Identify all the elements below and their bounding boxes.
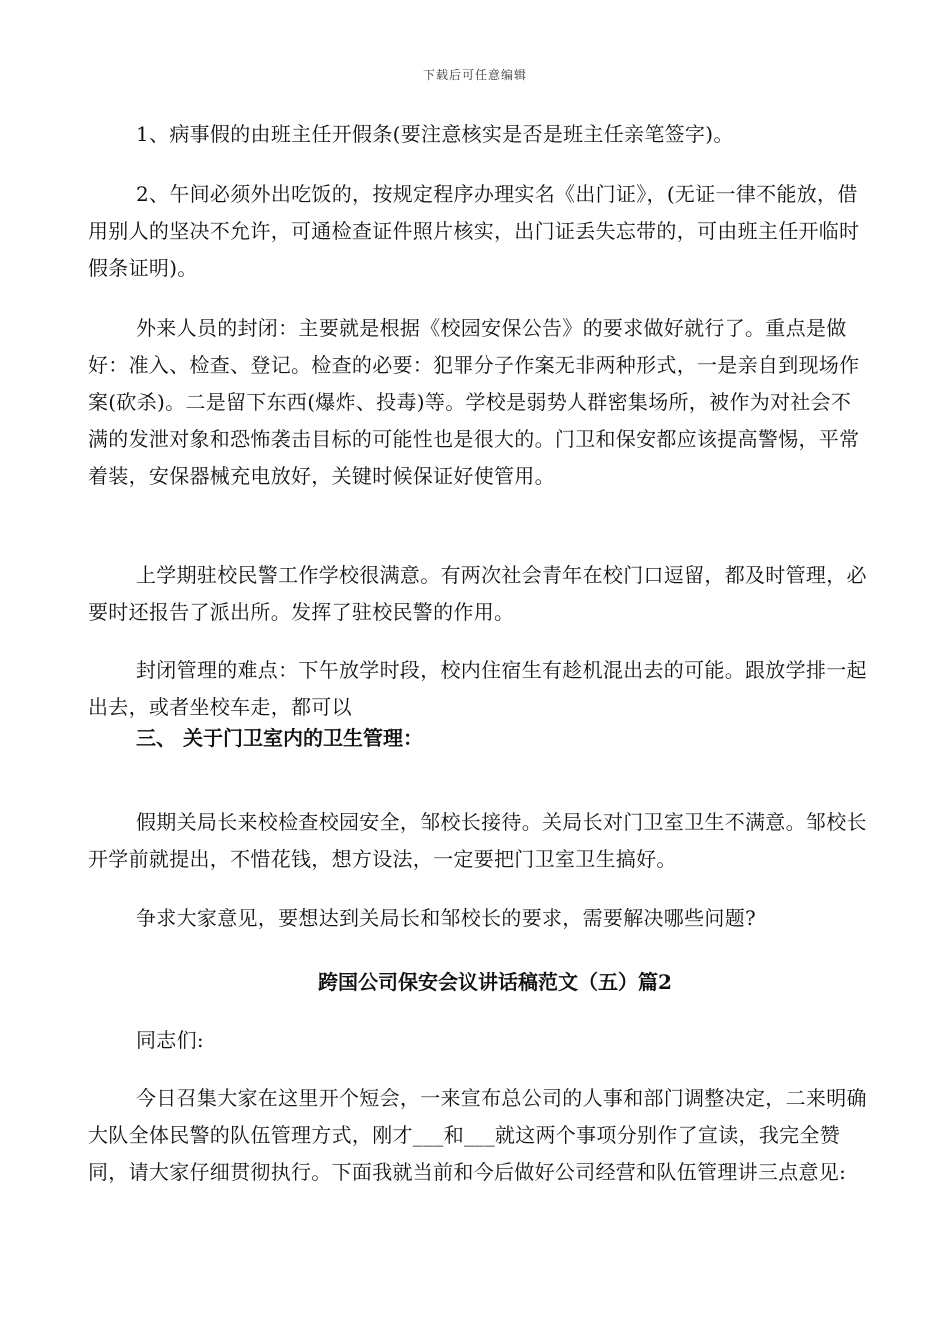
paragraph-seek-opinions: 争求大家意见，要想达到关局长和邹校长的要求，需要解决哪些问题? [136,906,757,930]
salutation: 同志们: [136,1028,204,1052]
paragraph-closed-management: 封闭管理的难点：下午放学时段，校内住宿生有趁机混出去的可能。跟放学排一起出去，或者坐校车走，都可以 [88,658,867,719]
paragraph-sick-leave: 1、病事假的由班主任开假条(要注意核实是否是班主任亲笔签字)。 [136,122,734,146]
paragraph-campus-police: 上学期驻校民警工作学校很满意。有两次社会青年在校门口逗留，都及时管理，必要时还报告了派出所。发挥了驻校民警的作用。 [88,563,867,624]
article-title: 跨国公司保安会议讲话稿范文（五）篇2 [318,970,672,994]
section-heading: 三、 关于门卫室内的卫生管理： [136,726,423,750]
paragraph-meeting-intro: 今日召集大家在这里开个短会，一来宣布总公司的人事和部门调整决定，二来明确大队全体民警的队伍管理方式，刚才___和___就这两个事项分别作了宣读，我完全赞同，请大家仔细贯彻执行。下面我就当前和今后做好公司经营和队伍管理讲三点意见: [88,1086,867,1184]
paragraph-exit-pass: 2、午间必须外出吃饭的，按规定程序办理实名《出门证》，(无证一律不能放，借用别人的坚决不允许，可通检查证件照片核实，出门证丢失忘带的，可由班主任开临时假条证明)。 [88,182,860,280]
page-header: 下载后可任意编辑 [422,68,527,82]
paragraph-outsider-control: 外来人员的封闭：主要就是根据《校园安保公告》的要求做好就行了。重点是做好：准入、检查、登记。检查的必要：犯罪分子作案无非两种形式，一是亲自到现场作案(砍杀)。二是留下东西(爆炸、投毒)等。学校是弱势人群密集场所，被作为对社会不满的发泄对象和恐怖袭击目标的可能性也是很大的。门卫和保安都应该提高警惕，平常着装，安保器械充电放好，关键时候保证好使管用。 [88,316,860,488]
paragraph-gatehouse-hygiene: 假期关局长来校检查校园安全，邹校长接待。关局长对门卫室卫生不满意。邹校长开学前就提出，不惜花钱，想方设法，一定要把门卫室卫生搞好。 [88,810,867,871]
